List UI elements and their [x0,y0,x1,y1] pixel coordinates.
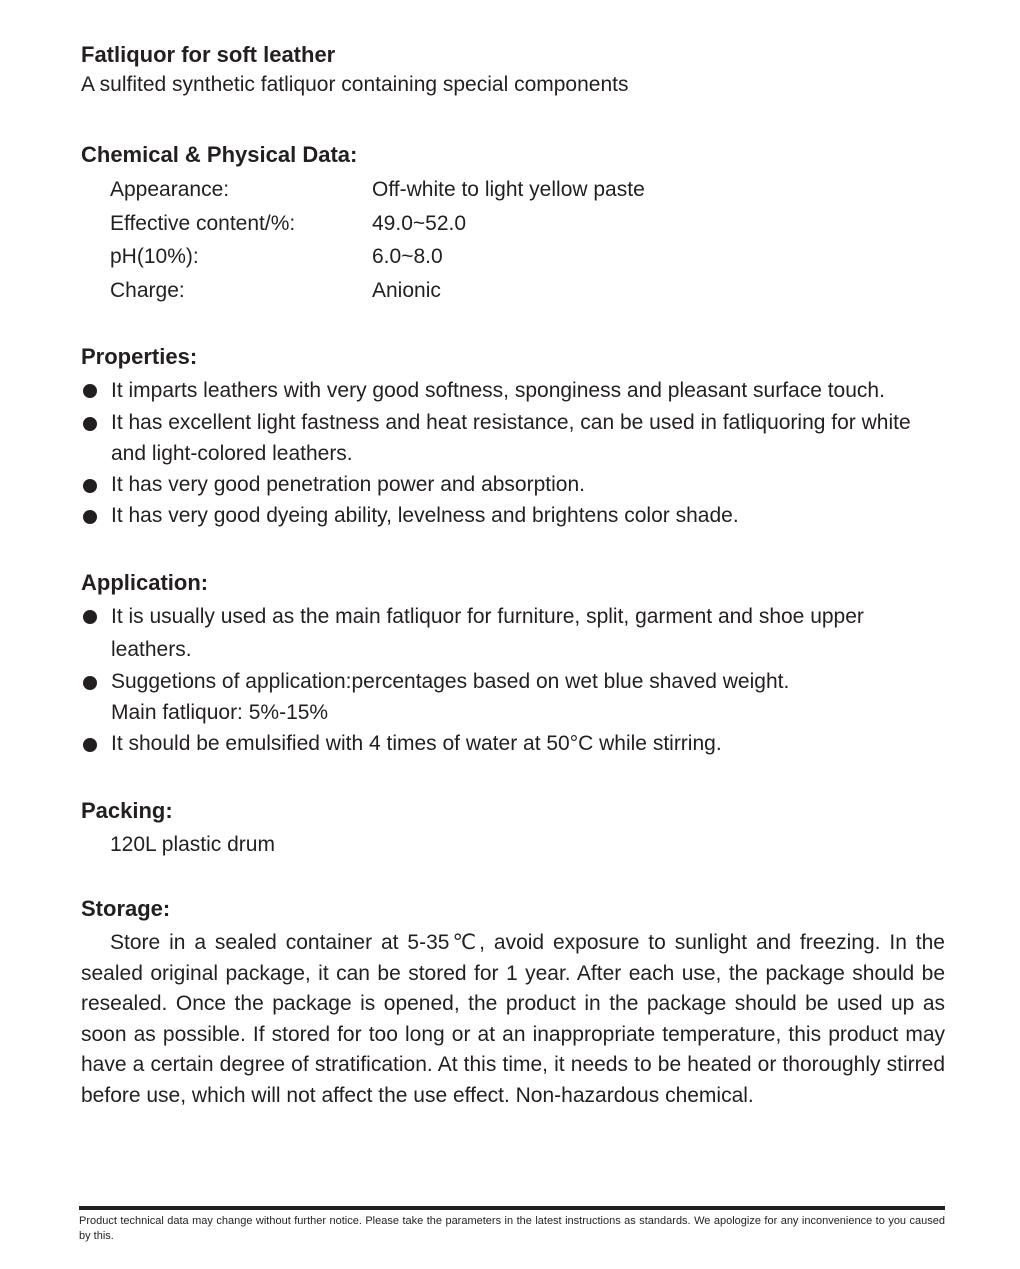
list-item: It has very good dyeing ability, levelness and brightens color shade. [81,500,945,531]
data-value: 49.0~52.0 [372,211,467,235]
packing-text: 120L plastic drum [110,833,275,856]
data-row [110,274,645,308]
bullet-icon [83,738,97,752]
data-row [110,207,645,241]
storage-text: Store in a sealed container at 5-35℃, avoid exposure to sunlight and freezing. In the sealed original package, it can be stored for 1 year. After each use, the package should be resealed. Once the package is opened, the product in the package should be used up as soon as possible. If stored for too long or at an inappropriate temperature, this product may have a certain degree of stratification. At this time, it needs to be heated or thoroughly stirred before use, which will not affect the use effect. Non-hazardous chemical. [81,931,945,1107]
bullet-icon [83,479,97,493]
list-item: It should be emulsified with 4 times of water at 50°C while stirring. [81,728,945,759]
bullet-icon [83,610,97,624]
data-label: pH(10%): [110,245,199,268]
data-value: Off-white to light yellow paste [372,178,645,201]
document-page [81,40,945,1112]
data-label: Appearance: [110,178,230,201]
packing-heading: Packing: [81,798,173,823]
product-title: Fatliquor for soft leather [81,42,336,67]
list-item: It has excellent light fastness and heat resistance, can be used in fatliquoring for white and light-colored leathers. [81,407,945,469]
list-item: It is usually used as the main fatliquor for furniture, split, garment and shoe upper leathers. [81,600,945,666]
application-heading: Application: [81,570,209,595]
bullet-icon [83,510,97,524]
list-item: Suggetions of application:percentages based on wet blue shaved weight. Main fatliquor: 5%-15% [81,666,945,728]
footer-divider [79,1206,945,1210]
data-label: Charge: [110,278,185,302]
properties-list [81,374,945,531]
data-label: Effective content/%: [110,211,296,235]
chemical-data-table [110,173,645,307]
application-list [81,600,945,759]
footer-disclaimer: Product technical data may change without further notice. Please take the parameters in the latest instructions as standards. We apologize for any inconvenience to you caused by this. [79,1215,945,1242]
data-row [110,173,645,207]
list-item: It has very good penetration power and absorption. [81,469,945,500]
product-subtitle: A sulfited synthetic fatliquor containing special components [81,73,629,96]
storage-heading: Storage: [81,896,171,921]
properties-heading: Properties: [81,344,198,369]
bullet-icon [83,676,97,690]
data-value: Anionic [372,278,441,302]
bullet-icon [83,384,97,398]
dosage-text: Main fatliquor: 5%-15% [111,701,329,724]
list-item: It imparts leathers with very good softness, sponginess and pleasant surface touch. [81,374,945,407]
bullet-icon [83,417,97,431]
data-row [110,240,645,274]
data-value: 6.0~8.0 [372,245,443,268]
chemical-data-heading: Chemical & Physical Data: [81,142,358,167]
